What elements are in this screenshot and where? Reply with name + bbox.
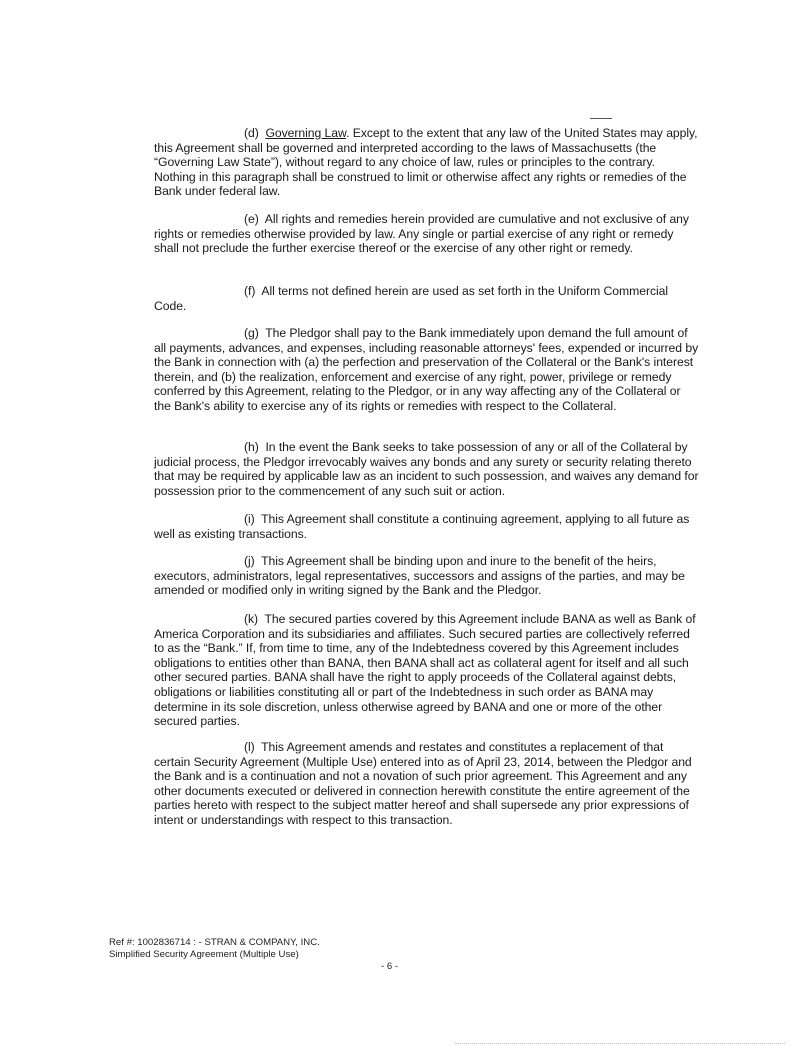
paragraph-text: . Except to the extent that any law of the United States may apply, this Agreement shall be governed and interpreted according to the laws of Massachusetts (the “Governing Law State”), without regard to any choice of law, rules or principles to the contrary. Nothing in this paragraph shall be construed to limit or otherwise affect any rights or remedies of the Bank under federal law. [154,126,698,199]
paragraph-text: All rights and remedies herein provided are cumulative and not exclusive of any rights or remedies otherwise provided by law. Any single or partial exercise of any right or remedy shall not preclude the further exercise thereof or the exercise of any other right or remedy. [154,212,689,256]
paragraph-f [154,284,699,313]
document-footer [109,937,320,960]
paragraph-text: This Agreement shall be binding upon and inure to the benefit of the heirs, executors, administrators, legal representatives, successors and assigns of the parties, and may be amended or modified only in writing signed by the Bank and the Pledgor. [154,554,685,598]
paragraph-label: (j) [244,554,255,568]
paragraph-g [154,326,699,414]
footer-ref-line: Ref #: 1002836714 : - STRAN & COMPANY, INC. [109,937,320,948]
paragraph-k [154,612,699,729]
paragraph-text: This Agreement shall constitute a continuing agreement, applying to all future as well as existing transactions. [154,512,690,541]
paragraph-e [154,212,699,256]
footer-title-line: Simplified Security Agreement (Multiple Use) [109,948,299,960]
paragraph-label: (i) [244,512,255,526]
paragraph-i [154,512,699,541]
paragraph-text: The Pledgor shall pay to the Bank immediately upon demand the full amount of all payments, advances, and expenses, including reasonable attorneys' fees, expended or incurred by the Bank in connection with (a) the perfection and preservation of the Collateral or the Bank's interest therein, and (b) the realization, enforcement and exercise of any right, power, privilege or remedy conferred by this Agreement, relating to the Pledgor, or in any way affecting any of the Collateral or the Bank's ability to exercise any of its rights or remedies with respect to the Collateral. [154,326,699,413]
paragraph-heading: Governing Law [265,126,347,140]
scan-artifact [590,118,612,119]
page-number: - 6 - [381,961,399,972]
paragraph-label: (g) [244,326,259,340]
paragraph-text: All terms not defined herein are used as set forth in the Uniform Commercial Code. [154,284,669,313]
paragraph-text: The secured parties covered by this Agreement include BANA as well as Bank of America Corporation and its subsidiaries and affiliates. Such secured parties are collectively referred to as the “Bank.” If, from time to time, any of the Indebtedness covered by this Agreement includes obligations to entities other than BANA, then BANA shall act as collateral agent for itself and all such other secured parties. BANA shall have the right to apply proceeds of the Collateral against debts, obligations or liabilities constituting all or part of the Indebtedness in such order as BANA may determine in its sole discretion, unless otherwise agreed by BANA and one or more of the other secured parties. [154,612,696,729]
scan-edge-artifact [455,1043,785,1045]
paragraph-label: (d) [244,126,259,140]
paragraph-label: (e) [244,212,259,226]
paragraph-label: (k) [244,612,259,626]
paragraph-d [154,126,699,199]
paragraph-l [154,740,699,828]
paragraph-text: In the event the Bank seeks to take possession of any or all of the Collateral by judicial process, the Pledgor irrevocably waives any bonds and any surety or security relating thereto that may be required by applicable law as an incident to such possession, and waives any demand for possession prior to the commencement of any such suit or action. [154,440,699,498]
paragraph-label: (h) [244,440,259,454]
paragraph-j [154,554,699,598]
paragraph-text: This Agreement amends and restates and constitutes a replacement of that certain Security Agreement (Multiple Use) entered into as of April 23, 2014, between the Pledgor and the Bank and is a continuation and not a novation of such prior agreement. This Agreement and any other documents executed or delivered in connection herewith constitute the entire agreement of the parties hereto with respect to the subject matter hereof and shall supersede any prior expressions of intent or understandings with respect to this transaction. [154,740,692,827]
paragraph-label: (f) [244,284,256,298]
paragraph-h [154,440,699,498]
paragraph-label: (l) [244,740,255,754]
